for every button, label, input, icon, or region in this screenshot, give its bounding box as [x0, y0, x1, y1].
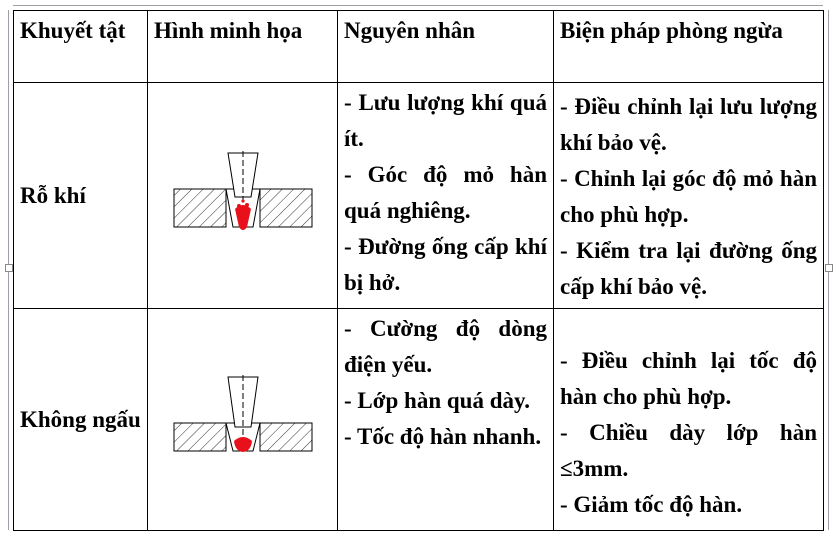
table-row	[14, 83, 824, 309]
frame-top-line	[13, 5, 823, 6]
cause-item: - Góc độ mỏ hàn quá nghiêng.	[344, 162, 547, 223]
cause-item: - Tốc độ hàn nhanh.	[344, 424, 542, 449]
header-defect: Khuyết tật	[14, 11, 148, 83]
prevention-item: - Điều chỉnh lại tốc độ hàn cho phù hợp.	[560, 348, 817, 409]
header-cause: Nguyên nhân	[338, 11, 554, 83]
defect-name: Rỗ khí	[14, 83, 148, 309]
porosity-illustration	[173, 151, 313, 241]
cause-cell	[338, 83, 554, 309]
resize-handle-left[interactable]	[5, 264, 13, 272]
defect-table	[13, 10, 824, 531]
header-row	[14, 11, 824, 83]
prevention-cell	[554, 309, 824, 531]
lack-of-fusion-illustration	[173, 375, 313, 465]
defect-name: Không ngấu	[14, 309, 148, 531]
prevention-item: - Chiều dày lớp hàn ≤3mm.	[560, 420, 817, 481]
table-row	[14, 309, 824, 531]
cause-item: - Cường độ dòng điện yếu.	[344, 316, 547, 377]
header-prevention: Biện pháp phòng ngừa	[554, 11, 824, 83]
prevention-cell	[554, 83, 824, 309]
header-illustration: Hình minh họa	[148, 11, 338, 83]
cause-cell	[338, 309, 554, 531]
prevention-item: - Giảm tốc độ hàn.	[560, 492, 743, 517]
prevention-item: - Điều chỉnh lại lưu lượng khí bảo vệ.	[560, 94, 817, 155]
cause-item: - Đường ống cấp khí bị hở.	[344, 234, 547, 295]
prevention-item: - Chỉnh lại góc độ mỏ hàn cho phù hợp.	[560, 166, 817, 227]
cause-item: - Lớp hàn quá dày.	[344, 388, 530, 413]
illustration-cell	[148, 83, 338, 309]
illustration-cell	[148, 309, 338, 531]
prevention-item: - Kiểm tra lại đường ống cấp khí bảo vệ.	[560, 238, 817, 299]
cause-item: - Lưu lượng khí quá ít.	[344, 90, 547, 151]
resize-handle-right[interactable]	[825, 264, 833, 272]
